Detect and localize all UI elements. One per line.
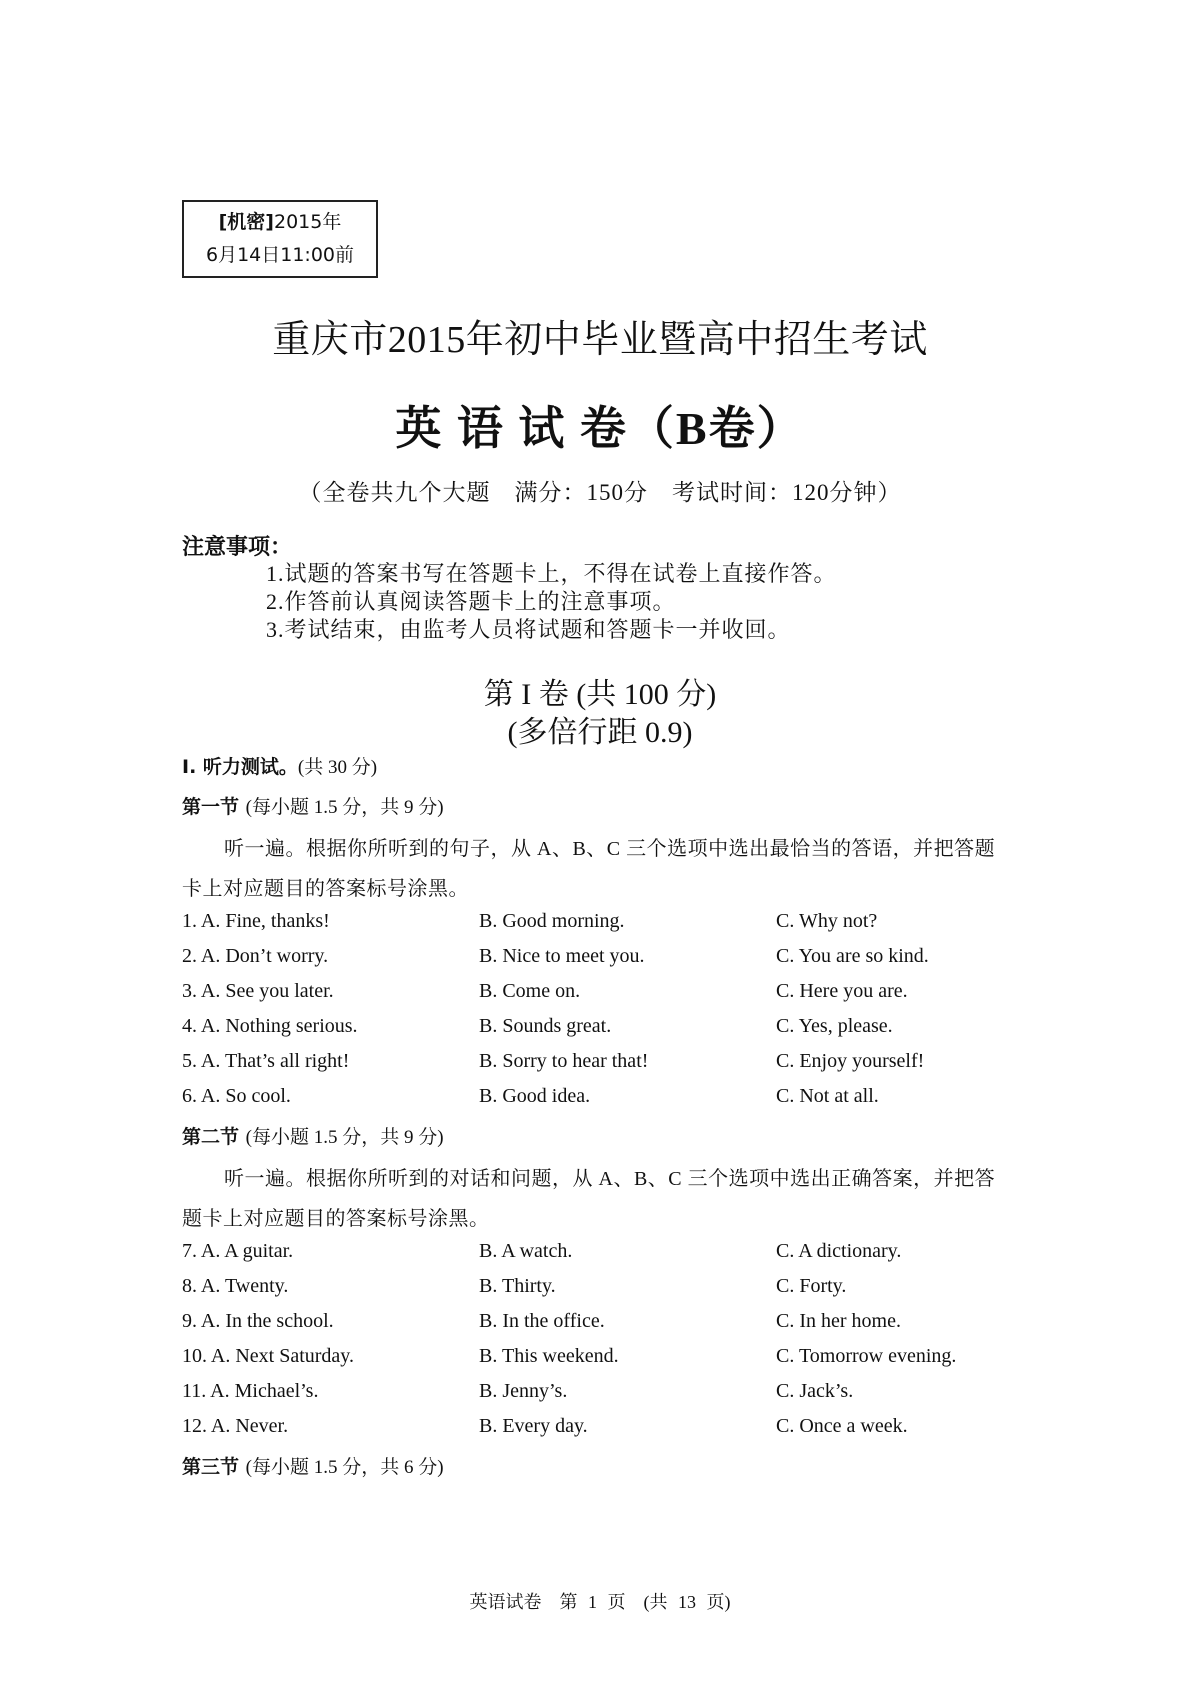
option-c: C. You are so kind.: [776, 945, 929, 967]
notice-list: [266, 560, 837, 644]
option-c: C. A dictionary.: [776, 1240, 902, 1262]
section-points: (共 30 分): [297, 757, 378, 778]
option-a: 11. A. Michael’s.: [182, 1380, 319, 1402]
question-row: [182, 1275, 1042, 1310]
option-b: B. Come on.: [479, 980, 581, 1002]
option-c: C. Jack’s.: [776, 1380, 854, 1402]
option-b: B. Good morning.: [479, 910, 625, 932]
section-listening-heading: [182, 752, 377, 779]
notice-item: 3.考试结束，由监考人员将试题和答题卡一并收回。: [266, 617, 791, 642]
question-row: [182, 1310, 1042, 1345]
notice-item: 2.作答前认真阅读答题卡上的注意事项。: [266, 589, 676, 614]
question-row: [182, 910, 1042, 945]
question-row: [182, 1415, 1042, 1450]
exam-subtitle: 英 语 试 卷（B卷）: [395, 403, 805, 454]
option-c: C. In her home.: [776, 1310, 901, 1332]
option-c: C. Forty.: [776, 1275, 847, 1297]
option-a: 1. A. Fine, thanks!: [182, 910, 330, 932]
subsection-2-instruction-line-2: 题卡上对应题目的答案标号涂黑。: [182, 1208, 490, 1230]
option-a: 2. A. Don’t worry.: [182, 945, 329, 967]
spacing-note: (多倍行距 0.9): [507, 716, 693, 749]
page-footer: 英语试卷 第 1 页 (共 13 页): [469, 1592, 731, 1612]
subsection-1-instruction-line-1: 听一遍。根据你所听到的句子，从 A、B、C 三个选项中选出最恰当的答语，并把答题: [224, 838, 996, 860]
option-b: B. This weekend.: [479, 1345, 619, 1367]
subsection-2-heading: [182, 1122, 444, 1149]
option-b: B. A watch.: [479, 1240, 573, 1262]
subsection-1-heading: [182, 792, 444, 819]
section-title: I. 听力测试。: [182, 756, 298, 778]
part-title: [0, 676, 1200, 752]
option-b: B. Good idea.: [479, 1085, 591, 1107]
option-c: C. Tomorrow evening.: [776, 1345, 957, 1367]
confidential-deadline: 6月14日11:00前: [205, 244, 355, 266]
question-row: [182, 980, 1042, 1015]
question-row: [182, 1085, 1042, 1120]
option-c: C. Yes, please.: [776, 1015, 893, 1037]
question-row: [182, 945, 1042, 980]
option-a: 3. A. See you later.: [182, 980, 334, 1002]
option-c: C. Here you are.: [776, 980, 908, 1002]
option-a: 8. A. Twenty.: [182, 1275, 289, 1297]
question-row: [182, 1345, 1042, 1380]
subsection-3-heading: [182, 1452, 444, 1479]
subsection-2-instruction-line-1: 听一遍。根据你所听到的对话和问题，从 A、B、C 三个选项中选出正确答案，并把答: [224, 1168, 996, 1190]
option-a: 10. A. Next Saturday.: [182, 1345, 355, 1367]
option-b: B. Sounds great.: [479, 1015, 612, 1037]
confidential-line-1: [184, 206, 376, 239]
subsection-points: (每小题 1.5 分，共 9 分): [245, 1127, 444, 1148]
option-b: B. Thirty.: [479, 1275, 556, 1297]
subsection-points: (每小题 1.5 分，共 6 分): [245, 1457, 444, 1478]
option-c: C. Why not?: [776, 910, 878, 932]
exam-title: 重庆市2015年初中毕业暨高中招生考试: [272, 319, 928, 361]
option-a: 6. A. So cool.: [182, 1085, 291, 1107]
confidential-tag: [机密]: [218, 211, 274, 233]
exam-info: （全卷共九个大题 满分：150分 考试时间：120分钟）: [298, 480, 902, 505]
question-row: [182, 1050, 1042, 1085]
option-b: B. Nice to meet you.: [479, 945, 645, 967]
question-row: [182, 1015, 1042, 1050]
subsection-points: (每小题 1.5 分，共 9 分): [245, 797, 444, 818]
subsection-title: 第二节: [182, 1126, 240, 1148]
subsection-title: 第一节: [182, 796, 240, 818]
subsection-title: 第三节: [182, 1456, 240, 1478]
option-b: B. Sorry to hear that!: [479, 1050, 649, 1072]
option-a: 4. A. Nothing serious.: [182, 1015, 358, 1037]
confidential-stamp-box: [182, 200, 378, 278]
option-b: B. Every day.: [479, 1415, 588, 1437]
question-row: [182, 1240, 1042, 1275]
option-b: B. Jenny’s.: [479, 1380, 568, 1402]
option-c: C. Once a week.: [776, 1415, 908, 1437]
option-a: 5. A. That’s all right!: [182, 1050, 350, 1072]
option-a: 9. A. In the school.: [182, 1310, 334, 1332]
option-c: C. Not at all.: [776, 1085, 879, 1107]
option-a: 7. A. A guitar.: [182, 1240, 294, 1262]
notice-item: 1.试题的答案书写在答题卡上，不得在试卷上直接作答。: [266, 561, 837, 586]
option-b: B. In the office.: [479, 1310, 605, 1332]
option-c: C. Enjoy yourself!: [776, 1050, 925, 1072]
option-a: 12. A. Never.: [182, 1415, 289, 1437]
confidential-year: 2015年: [274, 211, 342, 233]
notice-heading: 注意事项：: [182, 535, 293, 560]
part-heading: 第 I 卷 (共 100 分): [483, 678, 717, 711]
question-row: [182, 1380, 1042, 1415]
subsection-1-instruction-line-2: 卡上对应题目的答案标号涂黑。: [182, 878, 469, 900]
